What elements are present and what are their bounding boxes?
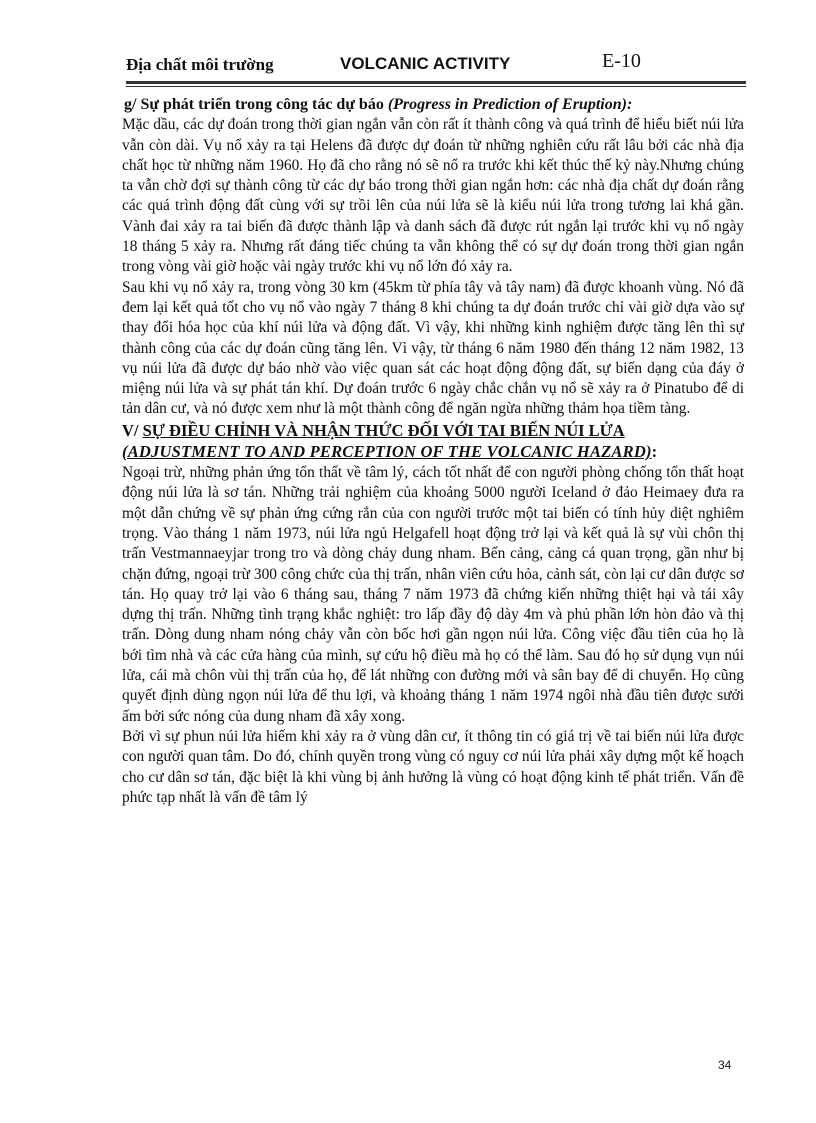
section-v-prefix: V/ <box>122 420 143 440</box>
header-chapter-title: VOLCANIC ACTIVITY <box>340 54 511 73</box>
section-g-title-en: (Progress in Prediction of Eruption): <box>387 96 633 113</box>
section-v-subheading <box>122 441 744 463</box>
section-g-title-vi: g/ Sự phát triển trong công tác dự báo <box>124 96 384 113</box>
header-code: E-10 <box>602 50 641 72</box>
header-rule-thin <box>126 86 746 87</box>
section-g-paragraph-2: Sau khi vụ nổ xảy ra, trong vòng 30 km (45km từ phía tây và tây nam) đã được khoanh vùng. Nó đã đem lại kết quả tốt cho vụ nổ vào ngày 7 tháng 8 khi chúng ta dự đoán trước chỉ vài giờ dựa vào sự thay đổi hóa học của khí núi lửa và động đất. Vì vậy, khi những kinh nghiệm được tăng lên thì sự thành công của các dự đoán cũng tăng lên. Vì vậy, từ tháng 6 năm 1980 đến tháng 12 năm 1982, 13 vụ núi lửa đã được dự báo nhờ vào việc quan sát các hoạt động động đất, sự biến dạng của đáy ở miệng núi lửa và sự phát tán khí. Dự đoán trước 6 ngày chắc chắn vụ nổ sẽ xảy ra ở Pinatubo để di tản dân cư, và nó được xem như là một thành công để ngăn ngừa những thảm họa tiềm tàng. <box>122 278 744 418</box>
section-g-paragraph-1: Mặc dầu, các dự đoán trong thời gian ngắn vẫn còn rất ít thành công và quá trình để hiểu biết núi lửa vẫn còn dài. Vụ nổ xảy ra tại Helens đã được dự đoán từ những nghiên cứu rất lâu bởi các nhà địa chất học từ những năm 1960. Họ đã cho rằng nó sẽ nổ ra trước khi kết thúc thế kỷ này.Nhưng chúng ta vẫn chờ đợi sự thành công từ các dự báo trong thời gian ngắn hơn: các nhà địa chất dự đoán rằng các quá trình động đất cùng với sự trồi lên của núi lửa sẽ là kiểu núi lửa trong tương lai khá gần. Vành đai xảy ra tai biến đã được thành lập và danh sách đã được rút ngắn lại trước khi vụ nổ ngày 18 tháng 5 xảy ra. Nhưng rất đáng tiếc chúng ta vẫn không thể có sự dự đoán trong thời gian ngắn trong vòng vài giờ hoặc vài ngày trước khi vụ nổ lớn đó xảy ra. <box>122 116 744 276</box>
section-v-paragraph-2: Bởi vì sự phun núi lửa hiếm khi xảy ra ở vùng dân cư, ít thông tin có giá trị về tai biến núi lửa được con người quan tâm. Do đó, chính quyền trong vùng có nguy cơ núi lửa phải xây dựng một kế hoạch cho cư dân sơ tán, đặc biệt là khi vùng bị ảnh hưởng là vùng có hoạt động kinh tế phát triển. Vấn đề phức tạp nhất là vấn đề tâm lý <box>122 727 744 806</box>
section-v-paragraph-1: Ngoại trừ, những phản ứng tổn thất về tâm lý, cách tốt nhất để con người phòng chống tổn thất hoạt động núi lửa là sơ tán. Những trải nghiệm của khoảng 5000 người Iceland ở đảo Heimaey đưa ra một dẫn chứng về sự phản ứng cứng rắn của con người trước một tai biến có tính hủy diệt nghiêm trọng. Vào tháng 1 năm 1973, núi lửa ngủ Helgafell hoạt động trở lại và kết quả là sự vùi chôn thị trấn Vestmannaeyjar trong tro và dòng chảy dung nham. Bến cảng, cảng cá quan trọng, gần như bị chặn đứng, ngoại trừ 300 công chức của thị trấn, nhân viên cứu hỏa, cảnh sát, còn lại cư dân được sơ tán. Họ quay trở lại vào 6 tháng sau, tháng 7 năm 1973 đã chứng kiến những thiệt hại và tái xây dựng thị trấn. Những tình trạng khắc nghiệt: tro lấp đầy độ dày 4m và phủ phần lớn hòn đảo và thị trấn. Dòng dung nham nóng chảy vẫn còn bốc hơi gần ngọn núi lửa. Công việc đầu tiên của họ là bới tìm nhà và các cửa hàng của mình, sự cứu hộ điều mà họ có thể làm. Sau đó họ sử dụng vụn núi lửa, cái mà chôn vùi thị trấn của họ, để lát những con đường mới và sân bay để di chuyển. Họ cũng quyết định dùng ngọn núi lửa để thu lợi, và khoảng tháng 1 năm 1974 ngôi nhà đầu tiên được sưởi ấm bởi sức nóng của dung nham đã xây xong. <box>122 464 744 725</box>
header-course-title: Địa chất môi trường <box>126 55 274 74</box>
page-number: 34 <box>718 1058 732 1072</box>
header-rule-thick <box>126 81 746 84</box>
section-v-heading <box>122 420 744 441</box>
section-g-heading <box>122 95 744 115</box>
section-v-title-vi: SỰ ĐIỀU CHỈNH VÀ NHẬN THỨC ĐỐI VỚI TAI BIẾN NÚI LỬA <box>142 420 625 440</box>
page-header <box>126 50 746 80</box>
section-v-title-colon: : <box>651 441 658 461</box>
page-body <box>122 95 744 808</box>
section-v-title-en: (ADJUSTMENT TO AND PERCEPTION OF THE VOLCANIC HAZARD) <box>122 441 652 461</box>
